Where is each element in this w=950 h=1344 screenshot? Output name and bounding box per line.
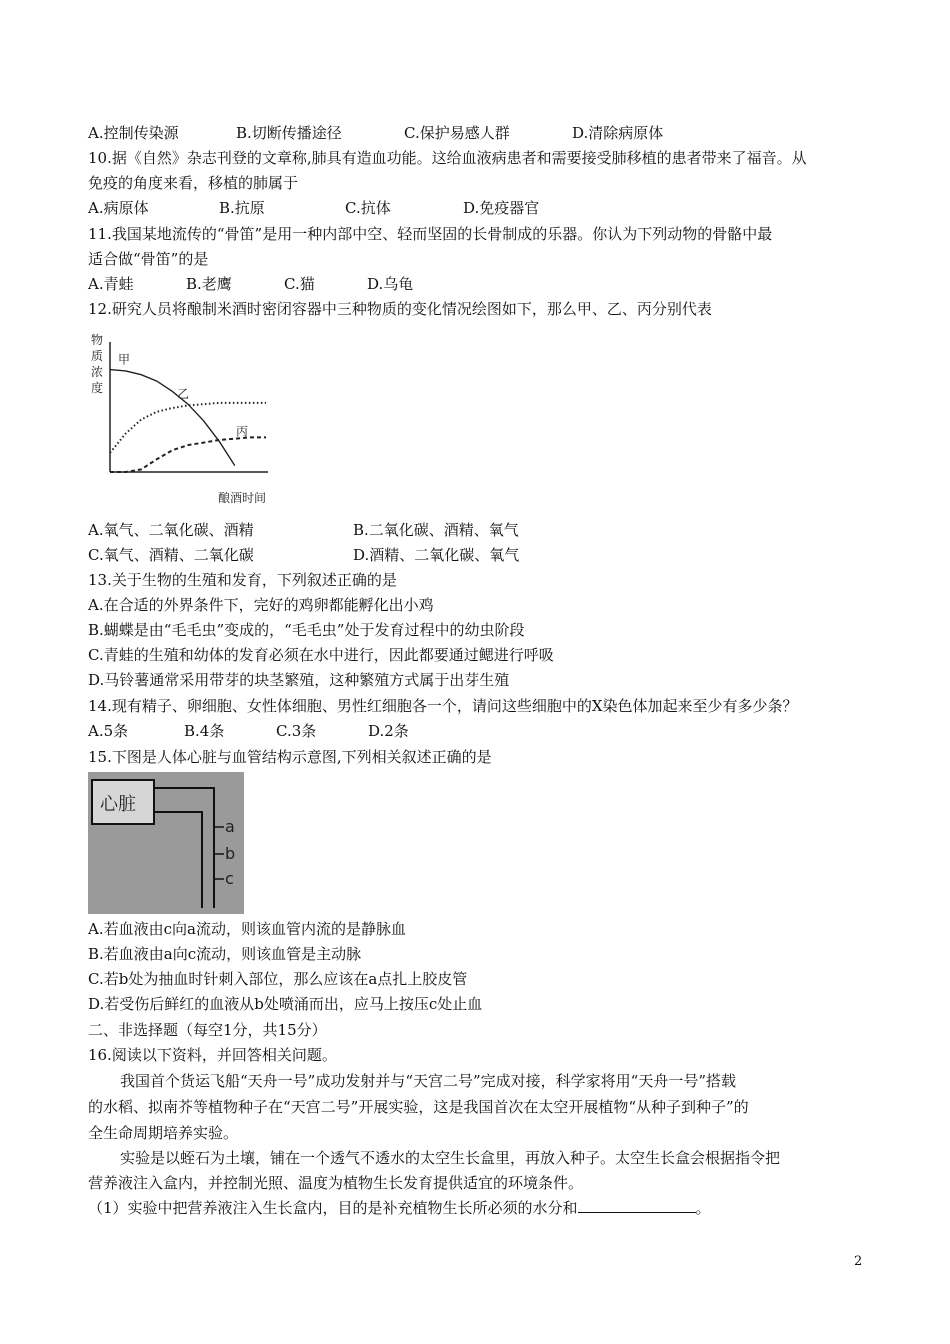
q12-options-row2 bbox=[88, 545, 519, 565]
q10-option-d: D.免疫器官 bbox=[463, 199, 540, 217]
series-line-1 bbox=[110, 370, 235, 466]
q11-option-a: A.青蛙 bbox=[88, 275, 134, 293]
q9-option-b: B.切断传播途径 bbox=[236, 124, 342, 142]
q11-options bbox=[88, 274, 413, 294]
q10-stem-line1: 10.据《自然》杂志刊登的文章称,肺具有造血功能。这给血液病患者和需要接受肺移植的患者带来了福音。从 bbox=[88, 149, 807, 167]
series-label-1: 甲 bbox=[118, 352, 131, 367]
q12-options-row1 bbox=[88, 520, 519, 540]
q12-option-a: A.氧气、二氧化碳、酒精 bbox=[88, 521, 254, 539]
q11-option-c: C.猫 bbox=[284, 275, 315, 293]
series-label-3: 丙 bbox=[236, 424, 249, 439]
chart-ylabel: 物质浓度 bbox=[91, 333, 104, 395]
q13-option-d: D.马铃薯通常采用带芽的块茎繁殖，这种繁殖方式属于出芽生殖 bbox=[88, 671, 510, 689]
label-a: a bbox=[225, 817, 235, 836]
q13-option-b: B.蝴蝶是由“毛毛虫”变成的，“毛毛虫”处于发育过程中的幼虫阶段 bbox=[88, 621, 525, 639]
q14-option-b: B.4条 bbox=[184, 722, 225, 740]
q15-option-d: D.若受伤后鲜红的血液从b处喷涌而出，应马上按压c处止血 bbox=[88, 995, 483, 1013]
label-c: c bbox=[225, 869, 234, 888]
q10-stem-line2: 免疫的角度来看，移植的肺属于 bbox=[88, 174, 299, 192]
q14-options bbox=[88, 721, 409, 741]
q16-sub1-text: （1）实验中把营养液注入生长盒内，目的是补充植物生长所必须的水分和 bbox=[88, 1199, 578, 1217]
q11-stem-line1: 11.我国某地流传的“骨笛”是用一种内部中空、轻而坚固的长骨制成的乐器。你认为下列动物的骨骼中最 bbox=[88, 225, 773, 243]
q16-para1-line2: 的水稻、拟南芥等植物种子在“天宫二号”开展实验，这是我国首次在太空开展植物“从种子到种子”的 bbox=[88, 1098, 749, 1116]
q15-option-b: B.若血液由a向c流动，则该血管是主动脉 bbox=[88, 945, 362, 963]
q15-option-a: A.若血液由c向a流动，则该血管内流的是静脉血 bbox=[88, 920, 406, 938]
q16-para1-line3: 全生命周期培养实验。 bbox=[88, 1124, 239, 1142]
q9-option-c: C.保护易感人群 bbox=[404, 124, 510, 142]
section2-heading: 二、非选择题（每空1分，共15分） bbox=[88, 1021, 327, 1039]
q16-subquestion-1 bbox=[88, 1198, 711, 1218]
q12-stem: 12.研究人员将酿制米酒时密闭容器中三种物质的变化情况绘图如下，那么甲、乙、丙分别代表 bbox=[88, 300, 712, 318]
q13-option-a: A.在合适的外界条件下，完好的鸡卵都能孵化出小鸡 bbox=[88, 596, 434, 614]
q11-stem-line2: 适合做“骨笛”的是 bbox=[88, 250, 209, 268]
q16-sub1-end: 。 bbox=[695, 1199, 711, 1217]
q15-option-c: C.若b处为抽血时针刺入部位，那么应该在a点扎上胶皮管 bbox=[88, 970, 468, 988]
label-b: b bbox=[225, 844, 236, 863]
q13-option-c: C.青蛙的生殖和幼体的发育必须在水中进行，因此都要通过鳃进行呼吸 bbox=[88, 646, 554, 664]
q10-option-a: A.病原体 bbox=[88, 199, 149, 217]
q16-para1-line1: 我国首个货运飞船“天舟一号”成功发射并与“天宫二号”完成对接，科学家将用“天舟一号”搭载 bbox=[120, 1072, 737, 1090]
q14-option-a: A.5条 bbox=[88, 722, 129, 740]
q12-option-d: D.酒精、二氧化碳、氧气 bbox=[353, 546, 520, 564]
q15-stem: 15.下图是人体心脏与血管结构示意图,下列相关叙述正确的是 bbox=[88, 748, 492, 766]
q10-option-c: C.抗体 bbox=[345, 199, 391, 217]
q9-options bbox=[88, 123, 663, 143]
q10-option-b: B.抗原 bbox=[219, 199, 265, 217]
q11-option-b: B.老鹰 bbox=[186, 275, 232, 293]
page-number: 2 bbox=[854, 1254, 863, 1269]
chart-xlabel: 酿酒时间 bbox=[218, 491, 267, 505]
q14-option-c: C.3条 bbox=[276, 722, 317, 740]
q9-option-d: D.清除病原体 bbox=[572, 124, 664, 142]
answer-blank[interactable] bbox=[578, 1198, 696, 1213]
q12-option-c: C.氧气、酒精、二氧化碳 bbox=[88, 546, 254, 564]
q16-para2-line1: 实验是以蛭石为土壤，铺在一个透气不透水的太空生长盒里，再放入种子。太空生长盒会根据指令把 bbox=[120, 1149, 781, 1167]
heart-label: 心脏 bbox=[100, 794, 136, 815]
q13-stem: 13.关于生物的生殖和发育，下列叙述正确的是 bbox=[88, 571, 397, 589]
q10-options bbox=[88, 198, 539, 218]
q12-option-b: B.二氧化碳、酒精、氧气 bbox=[353, 521, 519, 539]
q16-para2-line2: 营养液注入盒内，并控制光照、温度为植物生长发育提供适宜的环境条件。 bbox=[88, 1174, 584, 1192]
q9-option-a: A.控制传染源 bbox=[88, 124, 179, 142]
q16-stem: 16.阅读以下资料，并回答相关问题。 bbox=[88, 1046, 337, 1064]
q15-heart-vessel-diagram bbox=[88, 772, 244, 914]
series-line-3 bbox=[110, 437, 266, 472]
q14-stem: 14.现有精子、卵细胞、女性体细胞、男性红细胞各一个，请问这些细胞中的X染色体加起来至少有多少条？ bbox=[88, 697, 798, 715]
series-label-2: 乙 bbox=[177, 387, 190, 401]
q14-option-d: D.2条 bbox=[368, 722, 409, 740]
q12-concentration-chart bbox=[88, 330, 288, 510]
q11-option-d: D.乌龟 bbox=[367, 275, 414, 293]
